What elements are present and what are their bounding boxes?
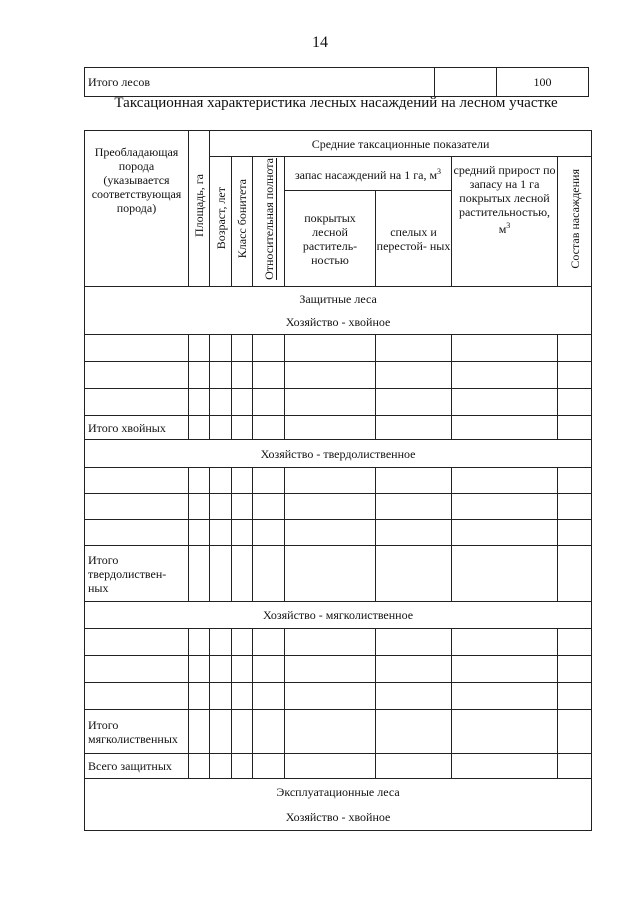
- growth-header-sup: 3: [506, 221, 511, 230]
- avg-indicators-header: Средние таксационные показатели: [210, 131, 592, 157]
- growth-header-text: средний прирост по запасу на 1 га покрытых лесной растительностью, м: [453, 163, 556, 236]
- forest-total-table: [84, 67, 589, 97]
- composition-header: [558, 157, 592, 287]
- table-row: [85, 683, 592, 710]
- bonitet-header: [232, 157, 253, 287]
- farm-hardwood: Хозяйство - твердолиственное: [85, 440, 592, 468]
- total-hardwood-label: Итого твердолиствен- ных: [85, 546, 189, 602]
- table-row: [85, 629, 592, 656]
- forest-total-value: 100: [497, 68, 589, 97]
- bonitet-header-text: Класс бонитета: [235, 178, 249, 259]
- farm-softwood: Хозяйство - мягколиственное: [85, 602, 592, 629]
- empty-cell: [435, 68, 497, 97]
- table-row: [85, 520, 592, 546]
- growth-header: [452, 157, 558, 287]
- table-row: [85, 468, 592, 494]
- page-number: 14: [312, 34, 328, 51]
- forest-total-label: Итого лесов: [85, 68, 435, 97]
- table-row: [85, 389, 592, 416]
- farm-conifer-exploitation: Хозяйство - хвойное: [85, 805, 592, 831]
- total-protective-label: Всего защитных: [85, 754, 189, 779]
- stock-header-sup: 3: [437, 167, 442, 176]
- species-header: Преобладающая порода (указывается соответствующая порода): [85, 131, 189, 287]
- area-header-text: Площадь, га: [192, 173, 206, 238]
- mature-header: спелых и перестой- ных: [376, 191, 452, 287]
- total-conifer-label: Итого хвойных: [85, 416, 189, 440]
- table-row: [85, 656, 592, 683]
- age-header: [210, 157, 232, 287]
- table-row: [85, 335, 592, 362]
- protective-section: Защитные леса: [85, 287, 592, 311]
- table-row: [85, 362, 592, 389]
- total-softwood-label: Итого мягколиственных: [85, 710, 189, 754]
- covered-header: покрытых лесной раститель- ностью: [285, 191, 376, 287]
- area-header: [189, 131, 210, 287]
- composition-header-text: Состав насаждения: [567, 168, 582, 269]
- taxation-table: [84, 130, 592, 831]
- farm-conifer: Хозяйство - хвойное: [85, 311, 592, 335]
- exploitation-section: Эксплуатационные леса: [85, 779, 592, 805]
- page-title: Таксационная характеристика лесных насаждений на лесном участке: [114, 95, 558, 111]
- table-row: [85, 494, 592, 520]
- density-header: [253, 157, 285, 287]
- stock-header-text: запас насаждений на 1 га, м: [294, 168, 438, 182]
- stock-header: [285, 157, 452, 191]
- density-header-text: Относительная полнота: [261, 157, 276, 280]
- age-header-text: Возраст, лет: [213, 187, 228, 250]
